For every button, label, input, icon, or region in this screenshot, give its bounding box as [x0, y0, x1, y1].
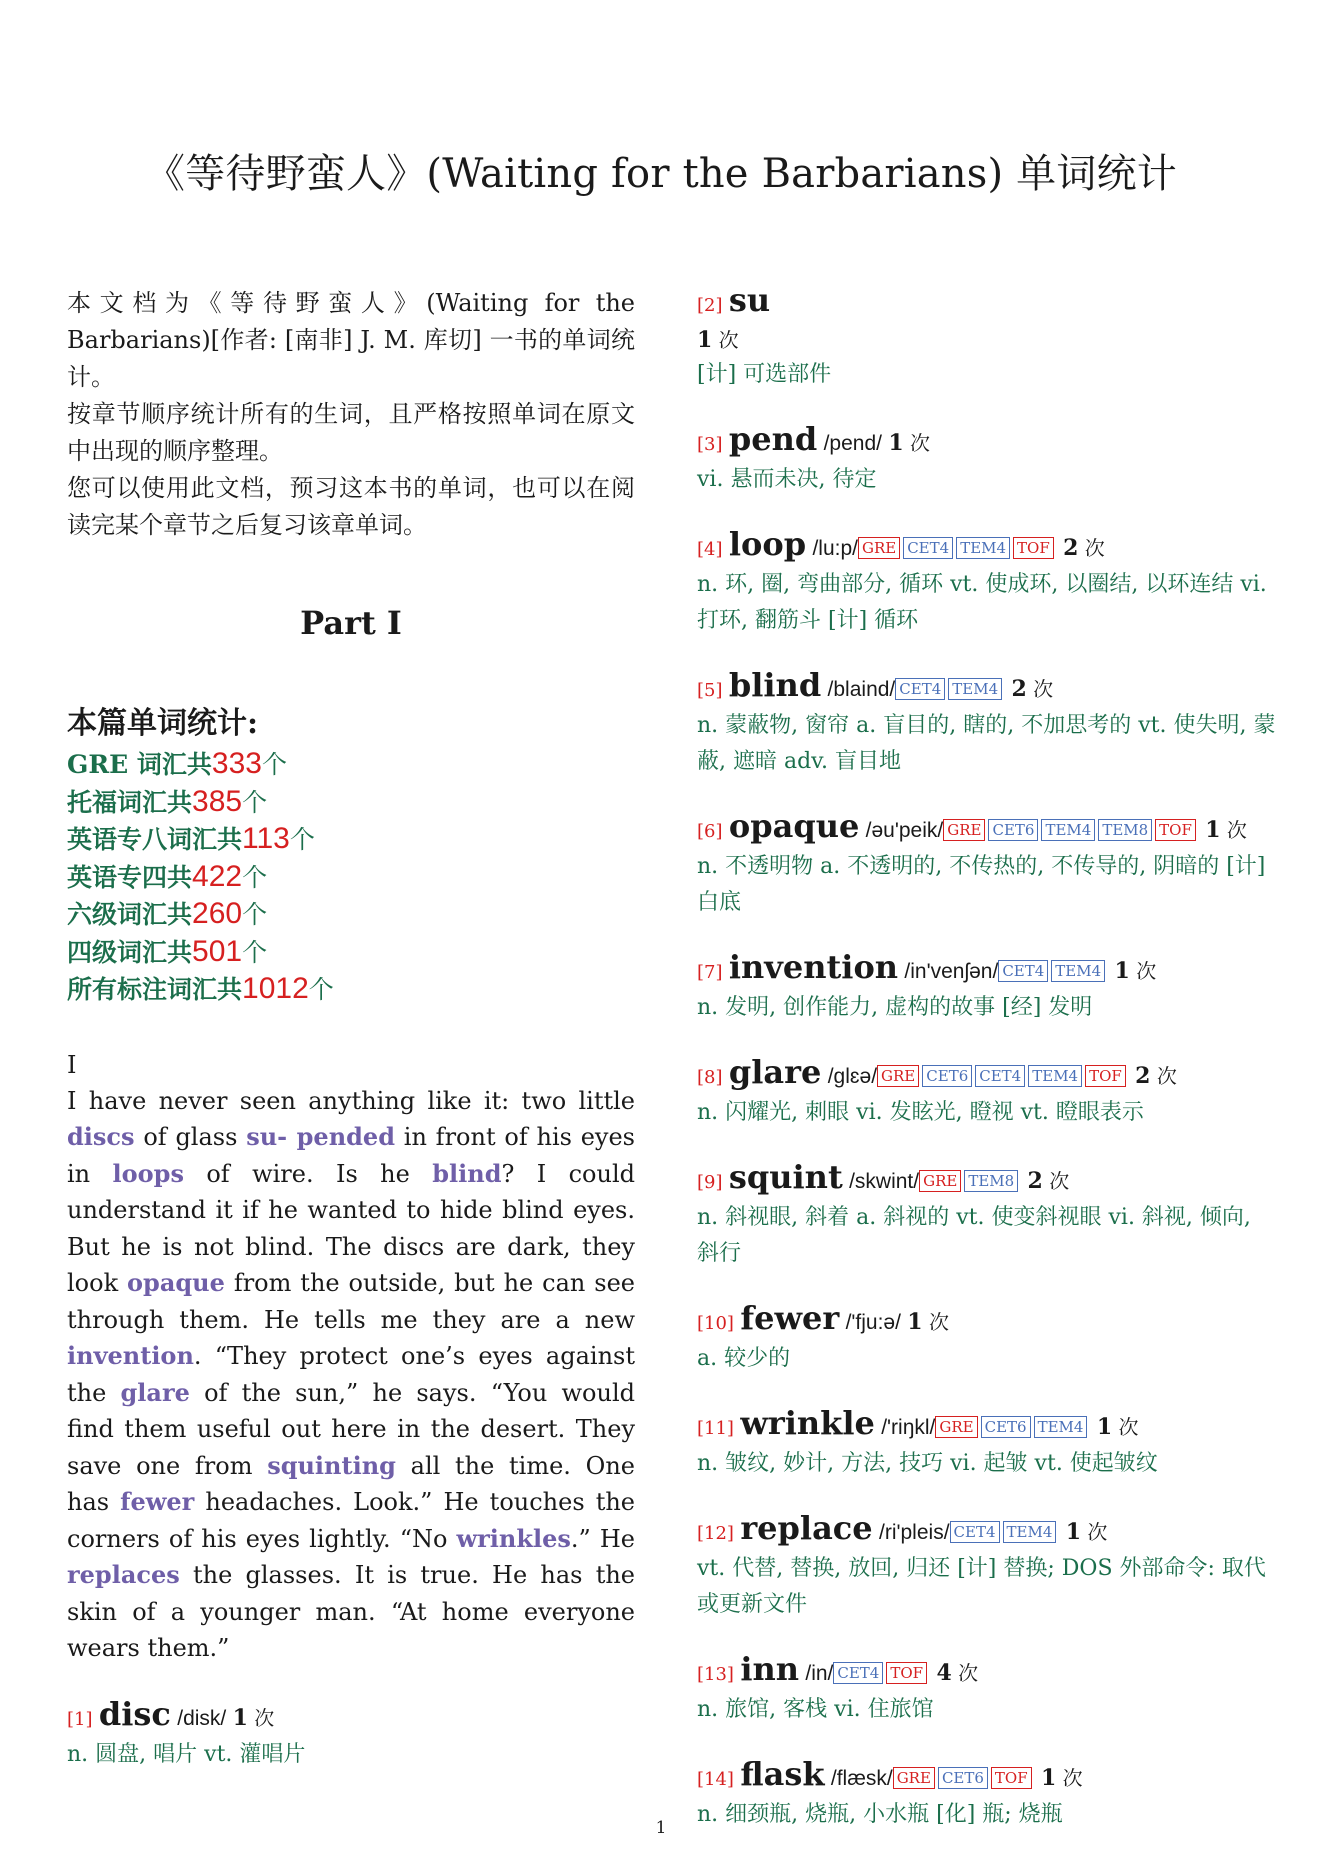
- count-suffix: 次: [1033, 677, 1054, 701]
- entry-definition: n. 旅馆, 客栈 vi. 住旅馆: [697, 1697, 934, 1722]
- entry-phonetic: /flæsk/: [830, 1767, 893, 1790]
- entry-index: [2]: [697, 295, 723, 316]
- entry-head: [697, 527, 1277, 567]
- entry-word: pend: [728, 420, 818, 458]
- exam-tag: CET6: [938, 1767, 988, 1789]
- count-suffix: 次: [928, 1310, 949, 1334]
- count-number: 1: [232, 1704, 248, 1731]
- stat-line: [67, 896, 635, 934]
- vocab-word: wrinkles: [456, 1523, 571, 1553]
- entry-definition: n. 皱纹, 妙计, 方法, 技巧 vi. 起皱 vt. 使起皱纹: [697, 1451, 1158, 1476]
- stat-label: 英语专八词汇共: [67, 825, 243, 854]
- entry-count: [1005, 677, 1053, 701]
- entry-word: blind: [728, 666, 822, 704]
- entry-index: [5]: [697, 680, 723, 701]
- vocab-word: loops: [112, 1158, 184, 1188]
- text-segment: headaches. Look.” He touches the corners of his eyes lightly. “No: [67, 1488, 636, 1553]
- exam-tag: CET4: [975, 1065, 1025, 1087]
- stat-unit: 个: [242, 900, 268, 929]
- stat-unit: 个: [261, 750, 287, 779]
- stats-list: [67, 746, 635, 1009]
- entry-phonetic: /blaind/: [827, 678, 896, 701]
- entry-index: [8]: [697, 1067, 723, 1088]
- exam-tag: GRE: [877, 1065, 919, 1087]
- entry-definition: n. 闪耀光, 刺眼 vi. 发眩光, 瞪视 vt. 瞪眼表示: [697, 1100, 1144, 1125]
- word-entry: [697, 1652, 1277, 1728]
- exam-tag: CET6: [922, 1065, 972, 1087]
- stat-unit: 个: [242, 862, 268, 892]
- entry-phonetic: /disk/: [177, 1706, 227, 1730]
- stat-label: 英语专四共: [67, 862, 193, 892]
- exam-tag: CET4: [903, 537, 953, 559]
- count-number: 2: [1135, 1063, 1151, 1089]
- entry-count-line: [697, 323, 1277, 357]
- stat-line: [67, 746, 635, 784]
- entry-head: [697, 1301, 1277, 1341]
- exam-tag: CET4: [833, 1662, 883, 1684]
- text-segment: . “They protect one’s eyes against the: [67, 1342, 635, 1407]
- word-entry: [697, 809, 1277, 921]
- text-segment: in front of his eyes in: [67, 1123, 636, 1188]
- exam-tag: CET4: [895, 678, 945, 700]
- stat-label: 四级词汇共: [67, 937, 193, 967]
- count-suffix: 次: [1087, 1520, 1108, 1544]
- entry-head: [67, 1694, 635, 1737]
- left-entries: [67, 1694, 635, 1773]
- entry-definition: n. 圆盘, 唱片 vt. 灌唱片: [67, 1741, 306, 1767]
- entry-head: [697, 809, 1277, 849]
- exam-tag: TEM4: [1003, 1521, 1057, 1543]
- stat-unit: 个: [308, 975, 334, 1004]
- text-segment: ? I could understand it if he wanted to hide blind eyes. But he is not blind. The discs are dark, they look: [67, 1159, 635, 1297]
- entry-phonetic: /'riŋkl/: [881, 1416, 936, 1439]
- entry-head: [697, 1757, 1277, 1797]
- count-suffix: 次: [1136, 959, 1157, 983]
- entry-count: [1108, 959, 1156, 983]
- count-number: 1: [1065, 1519, 1082, 1545]
- exam-tag: CET6: [981, 1416, 1031, 1438]
- stat-label: 托福词汇共: [67, 787, 193, 817]
- stat-count: 1012: [242, 972, 309, 1005]
- entry-count: [1021, 1169, 1069, 1193]
- count-number: 1: [1041, 1765, 1057, 1791]
- page-number: 1: [655, 1818, 667, 1838]
- entry-word: su: [728, 281, 771, 319]
- exam-tag: GRE: [935, 1416, 977, 1438]
- vocab-word: replaces: [67, 1560, 180, 1589]
- exam-tag: TEM4: [948, 678, 1002, 700]
- count-suffix: 次: [254, 1705, 275, 1730]
- exam-tag: TEM4: [1034, 1416, 1088, 1438]
- entry-count: [1090, 1415, 1138, 1439]
- stat-label: GRE 词汇共: [67, 750, 212, 779]
- text-segment: I have never seen anything like it: two little: [67, 1086, 635, 1115]
- right-entries: [697, 283, 1277, 1862]
- entry-phonetic: /əu'peik/: [865, 819, 944, 842]
- vocab-word: invention: [67, 1341, 194, 1370]
- stat-count: 333: [211, 747, 262, 780]
- entry-definition: n. 发明, 创作能力, 虚构的故事 [经] 发明: [697, 995, 1093, 1020]
- exam-tag: TEM4: [1051, 960, 1105, 982]
- entry-word: loop: [728, 525, 807, 563]
- entry-count: [1035, 1766, 1083, 1790]
- stat-unit: 个: [242, 787, 268, 817]
- exam-tag: TEM4: [1028, 1065, 1082, 1087]
- entry-head: [697, 1652, 1277, 1692]
- entry-word: inn: [740, 1650, 799, 1688]
- stat-count: 385: [192, 784, 243, 818]
- word-entry: [697, 950, 1277, 1026]
- stat-count: 501: [192, 934, 243, 968]
- word-entry: [697, 422, 1277, 498]
- entry-definition: a. 较少的: [697, 1346, 791, 1371]
- entry-index: [11]: [697, 1418, 734, 1439]
- left-column: [67, 285, 635, 1802]
- stat-line: [67, 934, 635, 972]
- count-number: 1: [1114, 958, 1130, 984]
- entry-index: [12]: [697, 1523, 734, 1544]
- count-number: 2: [1063, 535, 1079, 561]
- entry-phonetic: /in'venʃən/: [904, 960, 999, 983]
- stat-unit: 个: [242, 937, 268, 967]
- word-entry: [697, 527, 1277, 639]
- count-suffix: 次: [1156, 1064, 1177, 1088]
- stat-line: [67, 859, 635, 897]
- text-segment: of wire. Is he: [183, 1159, 433, 1188]
- exam-tag: TOF: [1155, 819, 1196, 841]
- intro-paragraph: 本文档为《等待野蛮人》(Waiting for the Barbarians)[作者: [南非] J. M. 库切] 一书的单词统计。: [67, 289, 635, 391]
- stats-heading: 本篇单词统计:: [67, 706, 259, 741]
- page-title: 《等待野蛮人》(Waiting for the Barbarians) 单词统计: [145, 151, 1177, 197]
- exam-tag: TEM4: [956, 537, 1010, 559]
- entry-word: wrinkle: [740, 1404, 875, 1442]
- entry-index: [6]: [697, 821, 723, 842]
- entry-definition: n. 环, 圈, 弯曲部分, 循环 vt. 使成环, 以圈结, 以环连结 vi. 打环, 翻筋斗 [计] 循环: [697, 572, 1267, 633]
- vocab-word: fewer: [120, 1487, 195, 1516]
- exam-tag: CET4: [998, 960, 1048, 982]
- count-suffix: 次: [1062, 1766, 1083, 1790]
- entry-head: [697, 668, 1277, 708]
- stat-label: 所有标注词汇共: [67, 975, 243, 1004]
- stat-count: 113: [242, 822, 290, 855]
- entry-count: [882, 431, 930, 455]
- count-number: 4: [936, 1660, 952, 1686]
- entry-count: [930, 1661, 978, 1685]
- entry-phonetic: /ri'pleis/: [879, 1521, 950, 1544]
- entry-count: [901, 1310, 949, 1334]
- count-suffix: 次: [718, 328, 739, 352]
- entry-head: [697, 1406, 1277, 1446]
- entry-index: [10]: [697, 1313, 734, 1334]
- count-suffix: 次: [910, 431, 931, 455]
- entry-head: [697, 1511, 1277, 1551]
- exam-tag: CET4: [950, 1521, 1000, 1543]
- entry-index: [13]: [697, 1664, 734, 1685]
- entry-word: squint: [728, 1158, 843, 1196]
- vocab-word: blind: [432, 1158, 502, 1188]
- count-suffix: 次: [1226, 818, 1247, 842]
- stat-label: 六级词汇共: [67, 900, 193, 929]
- count-number: 2: [1011, 676, 1027, 702]
- count-number: 1: [907, 1309, 923, 1335]
- stat-count: 422: [192, 859, 243, 893]
- stat-line: [67, 784, 635, 822]
- word-entry: [67, 1694, 635, 1773]
- entry-index: [9]: [697, 1172, 723, 1193]
- exam-tag: CET6: [988, 819, 1038, 841]
- word-entry: [697, 283, 1277, 393]
- entry-head: [697, 422, 1277, 462]
- count-number: 1: [888, 430, 904, 456]
- stat-count: 260: [192, 897, 243, 930]
- entry-phonetic: /lu:p/: [812, 537, 858, 560]
- word-entry: [697, 1055, 1277, 1131]
- entry-count: [1057, 536, 1105, 560]
- vocab-word: squinting: [267, 1450, 396, 1480]
- vocab-word: opaque: [127, 1268, 225, 1297]
- text-segment: all the time. One has: [67, 1451, 635, 1516]
- entry-count: [1059, 1520, 1107, 1544]
- entry-head: [697, 283, 1277, 323]
- exam-tag: GRE: [919, 1170, 961, 1192]
- entry-word: replace: [740, 1509, 873, 1547]
- chapter-text: [67, 1083, 635, 1667]
- exam-tag: GRE: [943, 819, 985, 841]
- exam-tag: GRE: [893, 1767, 935, 1789]
- entry-word: opaque: [728, 807, 860, 845]
- word-entry: [697, 1511, 1277, 1623]
- vocab-word: glare: [120, 1377, 190, 1407]
- count-number: 1: [697, 327, 713, 353]
- entry-word: flask: [740, 1755, 825, 1793]
- exam-tag: TOF: [886, 1662, 927, 1684]
- entry-count: [697, 328, 739, 352]
- entry-phonetic: /skwint/: [849, 1170, 920, 1193]
- entry-index: [1]: [67, 1708, 93, 1730]
- exam-tag: TOF: [1013, 537, 1054, 559]
- vocab-word: discs: [67, 1122, 135, 1151]
- word-entry: [697, 1406, 1277, 1482]
- entry-head: [697, 1055, 1277, 1095]
- entry-head: [697, 1160, 1277, 1200]
- text-segment: from the outside, but he can see through them. He tells me they are a new: [67, 1269, 636, 1334]
- entry-index: [14]: [697, 1769, 734, 1790]
- entry-definition: n. 不透明物 a. 不透明的, 不传热的, 不传导的, 阴暗的 [计] 白底: [697, 854, 1266, 915]
- stat-line: [67, 821, 635, 859]
- entry-definition: n. 细颈瓶, 烧瓶, 小水瓶 [化] 瓶; 烧瓶: [697, 1802, 1063, 1827]
- entry-word: disc: [98, 1694, 171, 1733]
- entry-count: [226, 1706, 274, 1730]
- intro-paragraph: 您可以使用此文档，预习这本书的单词，也可以在阅读完某个章节之后复习该章单词。: [67, 474, 635, 539]
- count-number: 1: [1205, 817, 1221, 843]
- intro: [67, 285, 635, 544]
- exam-tag: TEM8: [964, 1170, 1018, 1192]
- entry-word: glare: [728, 1053, 822, 1091]
- vocab-word: su- pended: [246, 1122, 395, 1151]
- text-segment: .” He: [570, 1524, 635, 1553]
- exam-tag: TOF: [1085, 1065, 1126, 1087]
- entry-definition: vt. 代替, 替换, 放回, 归还 [计] 替换; DOS 外部命令: 取代或更新文件: [697, 1556, 1266, 1617]
- entry-head: [697, 950, 1277, 990]
- stat-unit: 个: [289, 825, 315, 854]
- count-suffix: 次: [1084, 536, 1105, 560]
- intro-paragraph: 按章节顺序统计所有的生词，且严格按照单词在原文中出现的顺序整理。: [67, 400, 635, 465]
- count-suffix: 次: [1049, 1169, 1070, 1193]
- count-suffix: 次: [958, 1661, 979, 1685]
- entry-count: [1129, 1064, 1177, 1088]
- text-segment: of the sun,” he says. “You would find them useful out here in the desert. They save one from: [67, 1378, 635, 1480]
- entry-definition: vi. 悬而未决, 待定: [697, 467, 877, 492]
- count-number: 1: [1096, 1414, 1113, 1440]
- entry-word: fewer: [740, 1299, 840, 1337]
- entry-phonetic: /'fju:ə/: [845, 1311, 901, 1334]
- entry-index: [3]: [697, 434, 723, 455]
- exam-tag: TEM8: [1098, 819, 1152, 841]
- entry-index: [7]: [697, 962, 723, 983]
- word-entry: [697, 668, 1277, 780]
- exam-tag: GRE: [858, 537, 900, 559]
- entry-definition: [计] 可选部件: [697, 362, 832, 387]
- entry-count: [1199, 818, 1247, 842]
- word-entry: [697, 1301, 1277, 1377]
- entry-word: invention: [728, 948, 899, 986]
- stat-line: [67, 971, 635, 1009]
- entry-phonetic: /pend/: [823, 432, 882, 455]
- entry-phonetic: /glɛə/: [827, 1065, 878, 1088]
- exam-tag: TOF: [991, 1767, 1032, 1789]
- count-number: 2: [1027, 1168, 1043, 1194]
- word-entry: [697, 1160, 1277, 1272]
- entry-definition: n. 蒙蔽物, 窗帘 a. 盲目的, 瞎的, 不加思考的 vt. 使失明, 蒙蔽, 遮暗 adv. 盲目地: [697, 713, 1276, 774]
- entry-phonetic: /in/: [805, 1662, 834, 1685]
- text-segment: the glasses. It is true. He has the skin of a younger man. “At home everyone wears them.”: [67, 1561, 635, 1662]
- entry-definition: n. 斜视眼, 斜着 a. 斜视的 vt. 使变斜视眼 vi. 斜视, 倾向, 斜行: [697, 1205, 1251, 1266]
- part-heading: Part I: [300, 604, 402, 642]
- entry-index: [4]: [697, 539, 723, 560]
- exam-tag: TEM4: [1041, 819, 1095, 841]
- count-suffix: 次: [1118, 1415, 1139, 1439]
- chapter-label: I: [67, 1050, 77, 1079]
- text-segment: of glass: [134, 1123, 247, 1151]
